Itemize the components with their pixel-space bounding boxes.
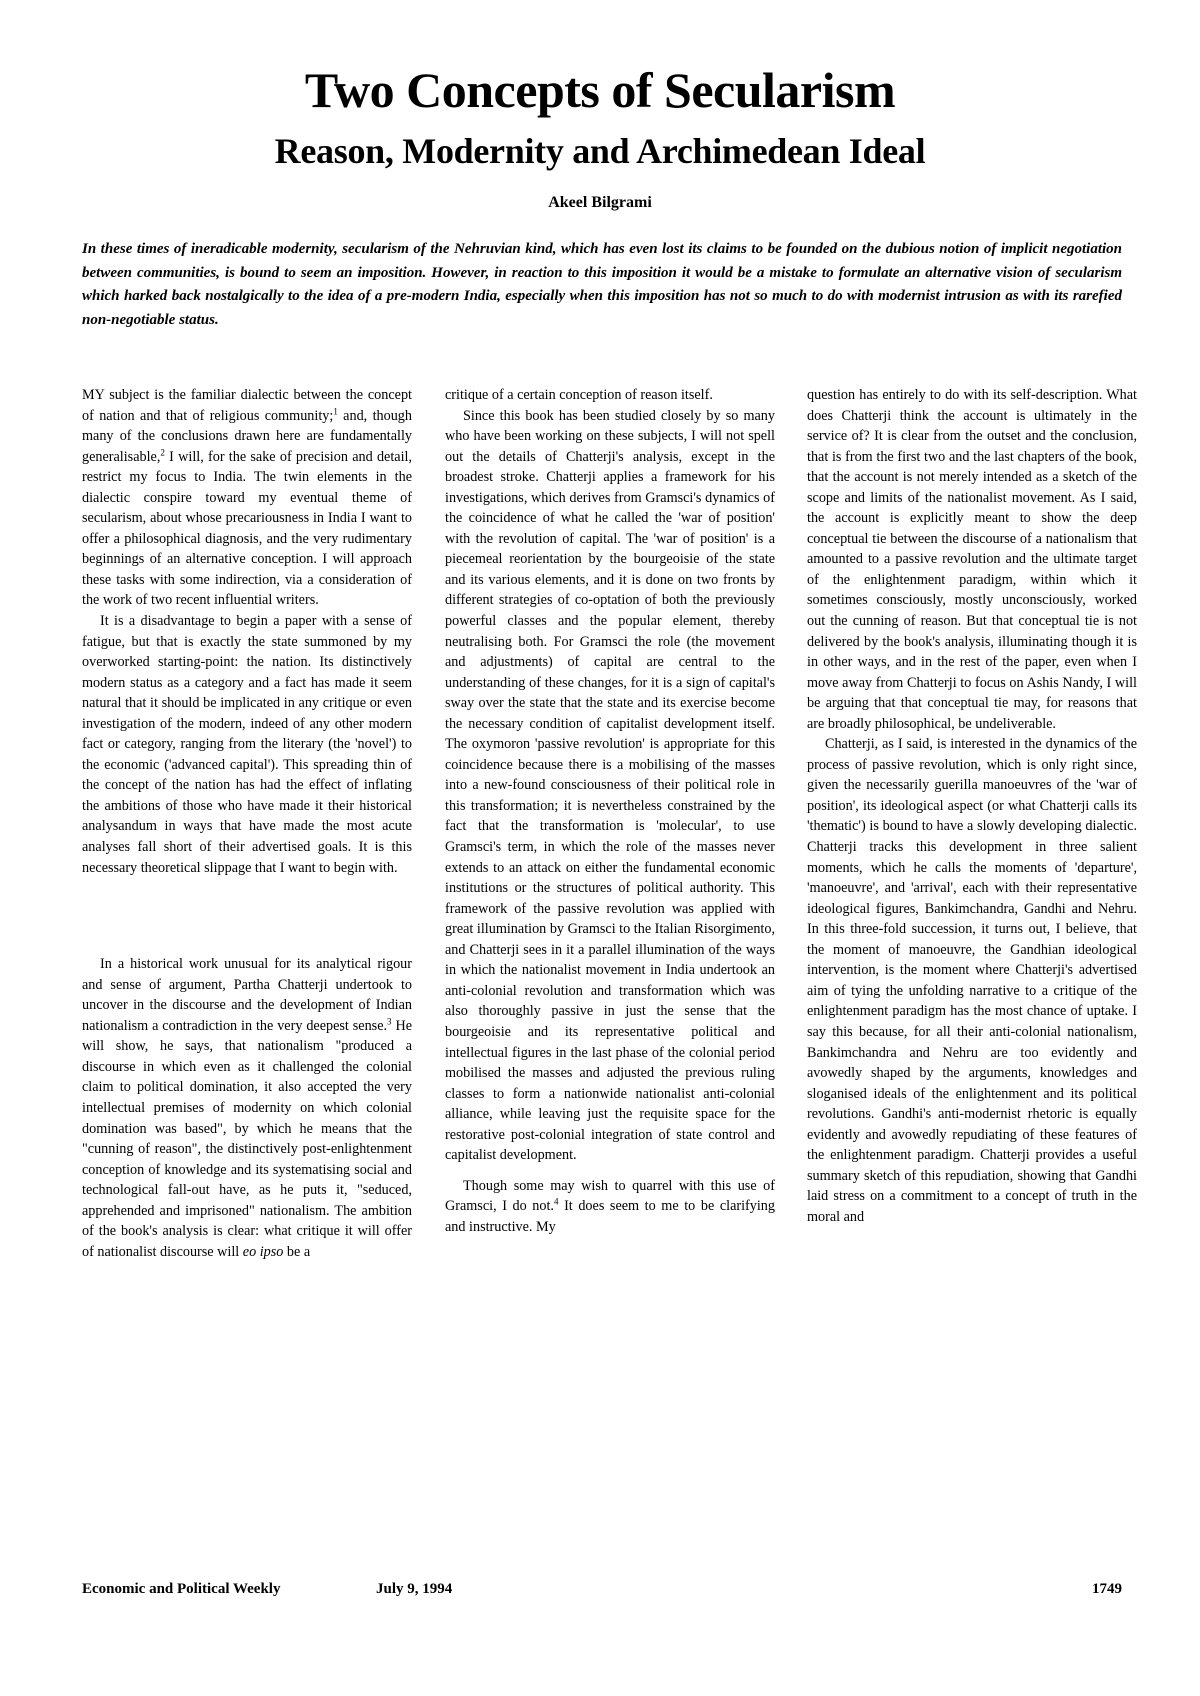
- footer-date: July 9, 1994: [376, 1581, 453, 1597]
- paragraph: Chatterji, as I said, is interested in the dynamics of the process of passive revolution, which is only right since, given the necessarily guerilla manoeuvres of the 'war of position', its ideological aspect (or what Chatterji calls its 'thematic') is bound to have a slowly developing dialectic. Chatterji tracks this development in three salient moments, which he calls the moments of 'departure', 'manoeuvre', and 'arrival', each with their representative ideological figures, Bankimchandra, Gandhi and Nehru. In this three-fold succession, it turns out, I believe, that the moment of manoeuvre, the Gandhian ideological intervention, is the moment where Chatterji's advertised aim of tying the unfolding narrative to a critique of the enlightenment paradigm has the most chance of uptake. I say this because, for all their anti-colonial nationalism, Bankimchandra and Nehru are too evidently and avowedly shaped by the arguments, knowledges and sloganised ideals of the enlightenment and its political revolutions. Gandhi's anti-modernist rhetoric is equally evidently and avowedly repudiating of these features of the enlightenment paradigm. Chatterji provides a useful summary sketch of this repudiation, showing that Gandhi laid stress on a commitment to a concept of truth in the moral and: [807, 736, 1137, 1225]
- paragraph-text: and, though many of the conclusions drawn here are fundamentally generalisable,: [82, 407, 412, 465]
- section-gap: [82, 878, 412, 954]
- paragraph-text: be a: [283, 1243, 311, 1260]
- footer-page-number: 1749: [1092, 1581, 1122, 1597]
- article-subtitle: Reason, Modernity and Archimedean Ideal: [274, 131, 926, 171]
- paragraph: question has entirely to do with its self-description. What does Chatterji think the account is ultimately in the service of? It is clear from the outset and the conclusion, that is from the first two and the last chapters of the book, that the account is not merely intended as a sketch of the scope and limits of the nationalist movement. As I said, the account is explicitly meant to show the deep conceptual tie between the discourse of a nationalism that amounted to a passive revolution and the ultimate target of the enlightenment paradigm, within which it sometimes consciously, mostly unconsciously, worked out the cunning of reason. But that conceptual tie is not delivered by the book's analysis, illuminating though it is in other ways, and in the rest of the paper, even when I move away from Chatterji to focus on Ashis Nandy, I will be arguing that that conceptual tie may, for reasons that are broadly philosophical, be undeliverable.: [807, 387, 1137, 732]
- author-name: Akeel Bilgrami: [548, 194, 652, 211]
- paragraph: [445, 1176, 775, 1238]
- paragraph: Since this book has been studied closely by so many who have been working on these subjects, I will not spell out the details of Chatterji's analysis, except in the broadest stroke. Chatterji applies a framework for his investigations, which derives from Gramsci's dynamics of the coincidence of what he called the 'war of position' with the revolution of capital. The 'war of position' is a piecemeal reorientation by the bourgeoisie of the state and its various elements, and it is done on two fronts by different strategies of co-optation of both the previously powerful classes and the popular element, thereby neutralising both. For Gramsci the role (the movement and adjustments) of capital are central to the understanding of these changes, for it is a sign of capital's sway over the state that the state and its exercise become the necessary condition of capitalist development itself. The oxymoron 'passive revolution' is appropriate for this coincidence because there is a mobilising of the masses into a new-found consciousness of their political role in this transformation; it is nevertheless constrained by the fact that the transformation is 'molecular', to use Gramsci's term, in which the role of the masses never extends to an attack on either the fundamental economic institutions or the structures of political authority. This framework of the passive revolution was applied with great illumination by Gramsci to the Italian Risorgimento, and Chatterji sees in it a parallel illumination of the ways in which the nationalist movement in India undertook an anti-colonial revolution and transformation which was also thoroughly passive in just the sense that the bourgeoisie and its representative political and intellectual figures in the last phase of the colonial period mobilised the masses and adjusted the previous ruling classes to form a nationwide nationalist anti-colonial alliance, while leaving just the requisite space for the restorative post-colonial integration of state control and capitalist development.: [445, 407, 775, 1164]
- paragraph-text: MY subject is the familiar dialectic between the concept of nation and that of religious community;: [82, 387, 412, 424]
- footnote-marker: 3: [387, 1016, 392, 1027]
- paragraph-text: It does seem to me to be clarifying and instructive. My: [445, 1198, 775, 1235]
- italic-phrase: eo ipso: [242, 1243, 284, 1260]
- paragraph-text: In a historical work unusual for its analytical rigour and sense of argument, Partha Chatterji undertook to uncover in the discourse and the development of Indian nationalism a contradiction in the very deepest sense.: [82, 956, 412, 1034]
- paragraph: It is a disadvantage to begin a paper with a sense of fatigue, but that is exactly the state summoned by my overworked starting-point: the nation. Its distinctively modern status as a category and a fact has made it seem natural that it should be implicated in any critique or even investigation of the modern, indeed of any other modern fact or category, ranging from the literary (the 'novel') to the economic ('advanced capital'). This spreading thin of the concept of the nation has had the effect of inflating the ambitions of those who have made it their historical analysandum in ways that have made the most acute analyses fall short of their advertised goals. It is this necessary theoretical slippage that I want to begin with.: [82, 613, 412, 876]
- paragraph-text: Though some may wish to quarrel with this use of Gramsci, I do not.: [445, 1177, 775, 1215]
- footnote-marker: 2: [160, 446, 165, 457]
- paragraph-text: He will show, he says, that nationalism "produced a discourse in which even as it challenged the colonial claim to political domination, it also accepted the very intellectual premises of modernity on which colonial domination was based", by which he means that the "cunning of reason", the distinctively post-enlightenment conception of knowledge and its systematising social and technological fall-out have, as he puts it, "seduced, apprehended and imprisoned" nationalism. The ambition of the book's analysis is clear: what critique it will offer of nationalist discourse will: [82, 1017, 412, 1260]
- column-3: [807, 385, 1137, 1227]
- footnote-marker: 4: [553, 1196, 559, 1207]
- paragraph: critique of a certain conception of reason itself.: [445, 387, 713, 403]
- column-2: [445, 385, 775, 1237]
- paragraph-text: I will, for the sake of precision and detail, restrict my focus to India. The twin elements in the dialectic conspire toward my eventual theme of secularism, about whose precariousness in India I want to offer a philosophical diagnosis, and the very rudimentary beginnings of an alternative conception. I will approach these tasks with some indirection, via a consideration of the work of two recent influential writers.: [82, 448, 412, 609]
- paragraph: [82, 385, 412, 611]
- footnote-marker: 1: [333, 405, 338, 416]
- column-1: [82, 385, 412, 1262]
- article-title: Two Concepts of Secularism: [304, 62, 896, 118]
- footer-journal-name: Economic and Political Weekly: [82, 1581, 281, 1597]
- abstract: In these times of ineradicable modernity, secularism of the Nehruvian kind, which has even lost its claims to be founded on the dubious notion of implicit negotiation between communities, is bound to seem an imposition. However, in reaction to this imposition it would be a mistake to formulate an alternative vision of secularism which harked back nostalgically to the idea of a pre-modern India, especially when this imposition has not so much to do with modernist intrusion as with its rarefied non-negotiable status.: [82, 241, 1122, 328]
- paragraph: [82, 954, 412, 1262]
